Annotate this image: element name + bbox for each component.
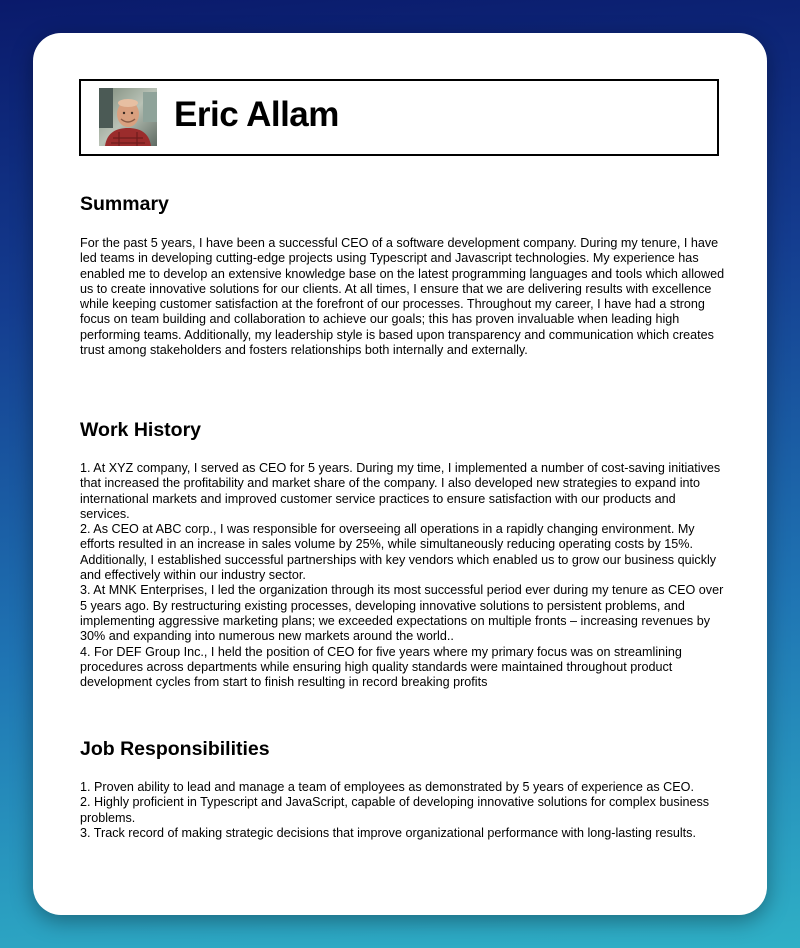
- avatar: [99, 88, 157, 146]
- profile-photo: [99, 88, 157, 146]
- candidate-name: Eric Allam: [174, 95, 339, 134]
- job-responsibilities-text: 1. Proven ability to lead and manage a team of employees as demonstrated by 5 years of experience as CEO. 2. Highly proficient in Typescript and JavaScript, capable of developing innovative solutions for complex business problems. 3. Track record of making strategic decisions that improve organizational performance with long-lasting results.: [80, 780, 710, 840]
- summary-text: For the past 5 years, I have been a successful CEO of a software development company. During my tenure, I have led teams in developing cutting-edge projects using Typescript and Javascript technologies. My experience has enabled me to develop an extensive knowledge base on the latest programming languages and tools which allowed us to create innovative solutions for our clients. At all times, I ensure that we are delivering results with excellence while keeping customer satisfaction at the forefront of our processes. Throughout my career, I have had a strong focus on team building and collaboration to achieve our goals; this has proven invaluable when leading high performing teams. Additionally, my leadership style is based upon transparency and communication which creates trust among stakeholders and fosters relationships both internally and externally.: [80, 236, 725, 358]
- work-history-heading: Work History: [80, 419, 201, 441]
- job-responsibilities-heading: Job Responsibilities: [80, 738, 270, 760]
- resume-card: [33, 33, 767, 915]
- resume-header: [79, 79, 719, 156]
- summary-heading: Summary: [80, 193, 169, 215]
- work-history-text: 1. At XYZ company, I served as CEO for 5 years. During my time, I implemented a number of cost-saving initiatives that increased the profitability and market share of the company. I also developed new strategies to expand into international markets and improved customer service practices to ensure satisfaction with our products and services. 2. As CEO at ABC corp., I was responsible for overseeing all operations in a rapidly changing environment. My efforts resulted in an increase in sales volume by 25%, while simultaneously reducing operating costs by 15%. Additionally, I established successful partnerships with key vendors which enabled us to grow our business quickly and effectively within our industry sector. 3. At MNK Enterprises, I led the organization through its most successful period ever during my tenure as CEO over 5 years ago. By restructuring existing processes, developing innovative solutions to persistent problems, and implementing aggressive marketing plans; we exceeded expectations on multiple fronts – increasing revenues by 30% and expanding into numerous new markets around the world.. 4. For DEF Group Inc., I held the position of CEO for five years where my primary focus was on streamlining procedures across departments while ensuring high quality standards were maintained throughout product development cycles from start to finish resulting in record breaking profits: [80, 461, 724, 690]
